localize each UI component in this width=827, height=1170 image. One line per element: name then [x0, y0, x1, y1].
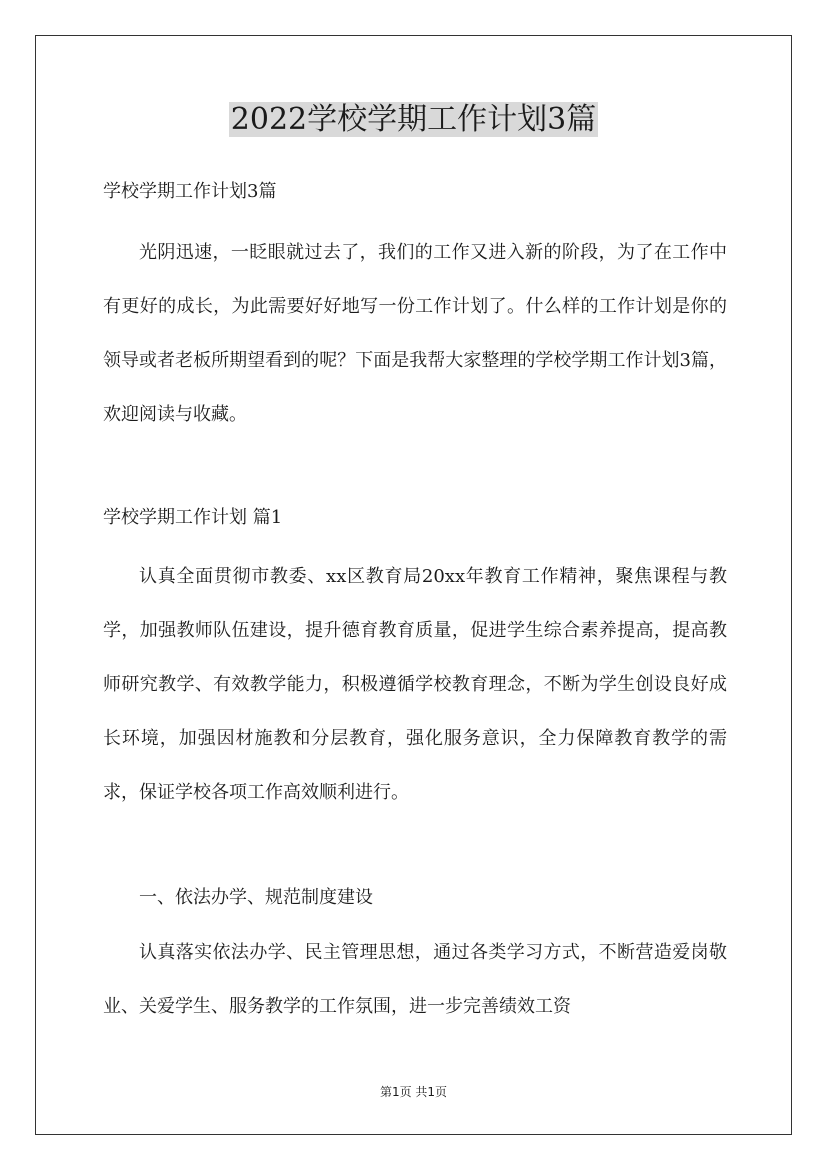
- intro-paragraph: 光阴迅速，一眨眼就过去了，我们的工作又进入新的阶段，为了在工作中有更好的成长，为此需要好好地写一份工作计划了。什么样的工作计划是你的领导或者老板所期望看到的呢？下面是我帮大家整理的学校学期工作计划3篇，欢迎阅读与收藏。: [103, 242, 727, 425]
- document-title: [0, 98, 827, 142]
- document-title-text: 2022学校学期工作计划3篇: [230, 102, 597, 137]
- item-paragraph: 认真落实依法办学、民主管理思想，通过各类学习方式，不断营造爱岗敬业、关爱学生、服务教学的工作氛围，进一步完善绩效工资: [103, 942, 727, 1017]
- document-subtitle: 学校学期工作计划3篇: [103, 181, 277, 202]
- section-paragraph: 认真全面贯彻市教委、xx区教育局20xx年教育工作精神，聚焦课程与教学，加强教师队伍建设，提升德育教育质量，促进学生综合素养提高，提高教师研究教学、有效教学能力，积极遵循学校教育理念，不断为学生创设良好成长环境，加强因材施教和分层教育，强化服务意识，全力保障教育教学的需求，保证学校各项工作高效顺利进行。: [103, 566, 727, 803]
- section-heading: 学校学期工作计划 篇1: [103, 507, 283, 528]
- item-heading: 一、依法办学、规范制度建设: [139, 887, 373, 908]
- page-footer: 第1页 共1页: [379, 1085, 448, 1099]
